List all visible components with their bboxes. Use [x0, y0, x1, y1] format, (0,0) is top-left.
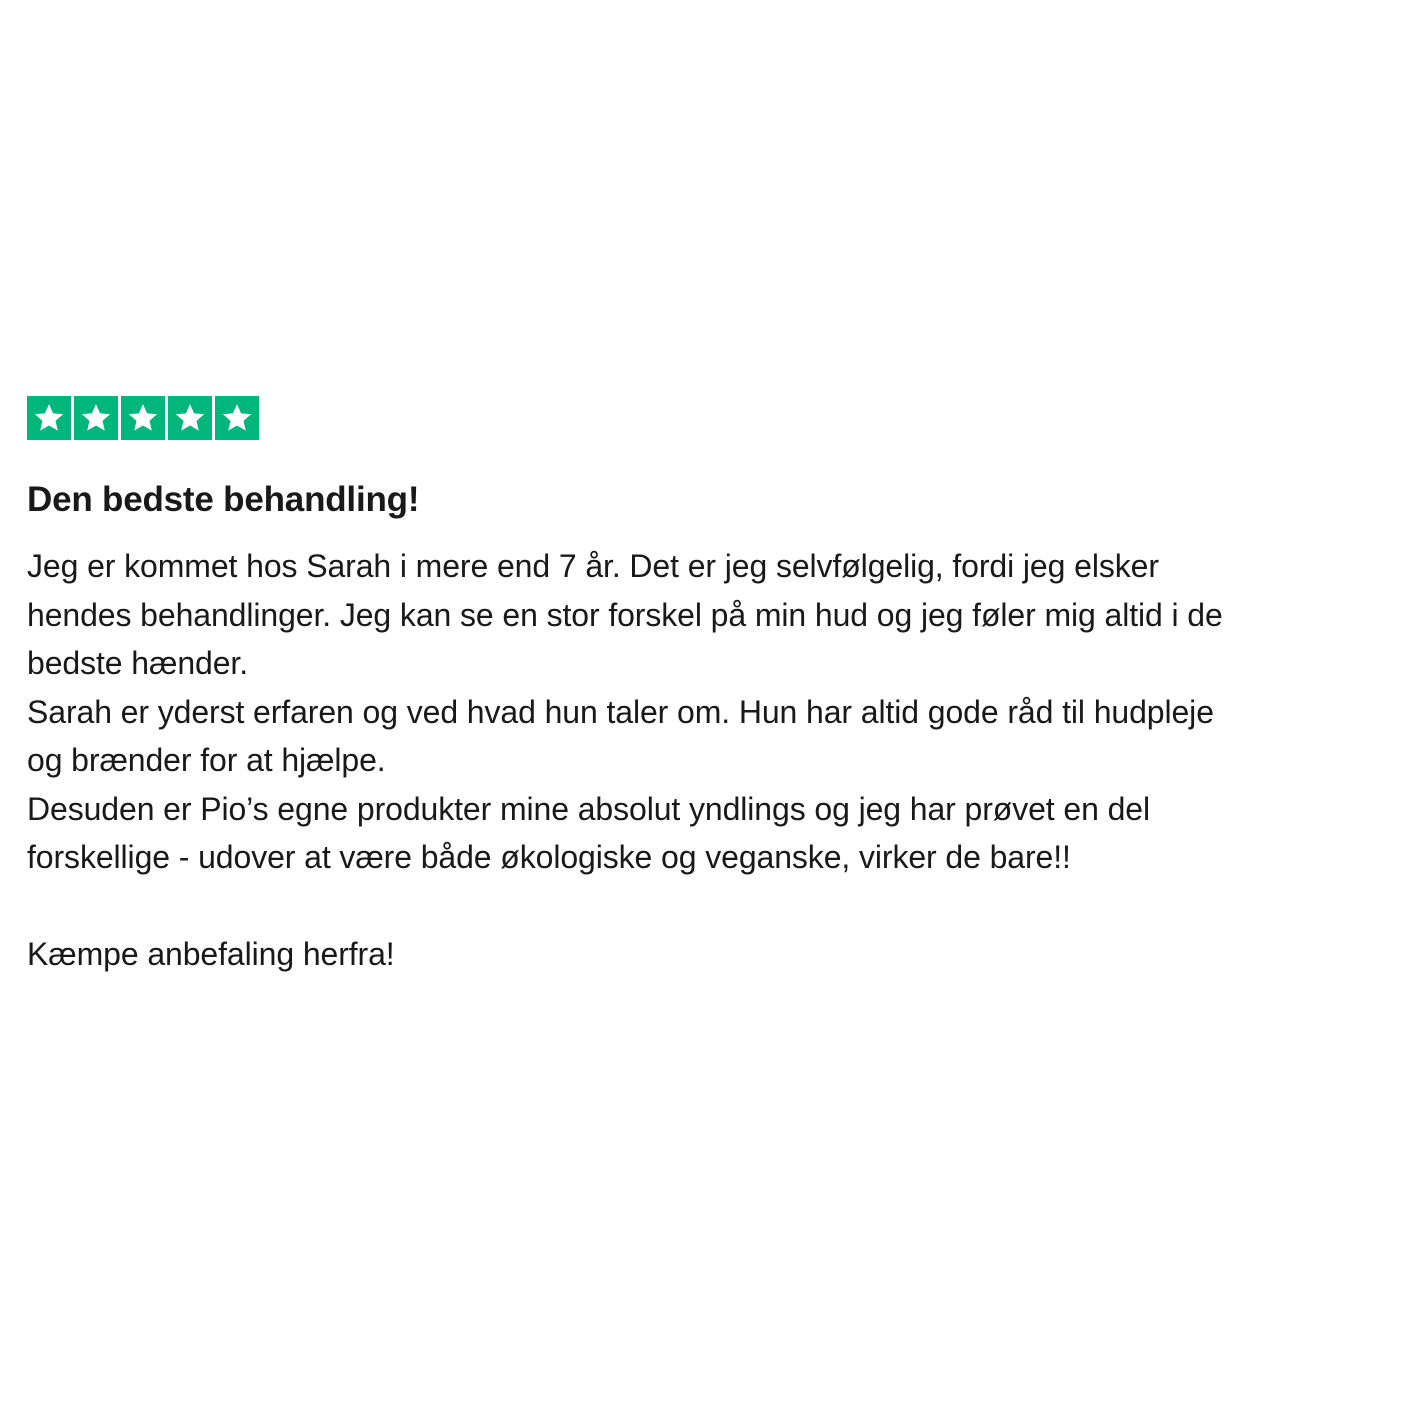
star-icon: [32, 401, 66, 435]
review-card: [27, 396, 1397, 979]
star-icon: [126, 401, 160, 435]
paragraph-spacer: [27, 882, 1397, 931]
star-4: [168, 396, 212, 440]
star-3: [121, 396, 165, 440]
star-rating: [27, 396, 1397, 440]
review-title: Den bedste behandling!: [27, 480, 420, 519]
review-paragraph: Desuden er Pio’s egne produkter mine absolut yndlings og jeg har prøvet en del forskellige - udover at være både økologiske og veganske, virker de bare!!: [27, 790, 1150, 875]
review-paragraph: Jeg er kommet hos Sarah i mere end 7 år. Det er jeg selvfølgelig, fordi jeg elsker hendes behandlinger. Jeg kan se en stor forskel på min hud og jeg føler mig altid i de bedste hænder.: [27, 548, 1223, 681]
review-paragraph: Kæmpe anbefaling herfra!: [27, 936, 395, 972]
star-5: [215, 396, 259, 440]
review-body: [27, 542, 1397, 979]
star-icon: [173, 401, 207, 435]
star-1: [27, 396, 71, 440]
review-paragraph: Sarah er yderst erfaren og ved hvad hun taler om. Hun har altid gode råd til hudpleje og brænder for at hjælpe.: [27, 693, 1214, 778]
star-icon: [220, 401, 254, 435]
star-icon: [79, 401, 113, 435]
star-2: [74, 396, 118, 440]
